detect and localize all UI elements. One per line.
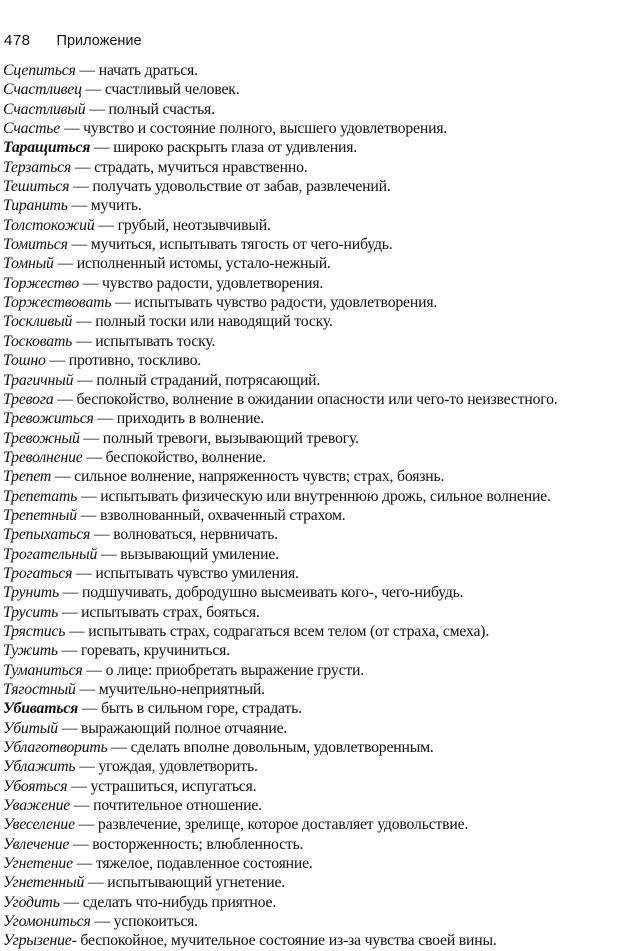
entry-term: Счастливец	[3, 81, 82, 99]
entry-definition: вызывающий умиление.	[120, 545, 279, 563]
glossary-entry	[3, 254, 617, 273]
entry-term: Томный	[3, 255, 54, 273]
entry-separator: —	[85, 100, 109, 118]
entry-separator: —	[67, 197, 91, 215]
glossary-entry	[3, 158, 617, 177]
entry-term: Угодить	[3, 893, 60, 911]
entry-definition: полный тоски или наводящий тоску.	[95, 313, 333, 331]
glossary-entry	[3, 351, 617, 370]
glossary-entry	[3, 525, 617, 544]
glossary-entry	[3, 429, 617, 448]
entry-separator: —	[69, 835, 93, 853]
entry-separator: —	[45, 352, 69, 370]
entry-definition: чувство радости, удовлетворения.	[101, 274, 324, 292]
entry-term: Трепыхаться	[3, 526, 91, 544]
entry-separator: —	[72, 855, 96, 873]
entry-term: Тревожный	[3, 429, 80, 447]
entry-separator: —	[57, 642, 81, 660]
entry-definition: выражающий полное отчаяние.	[81, 719, 288, 737]
entry-term: Счастливый	[3, 100, 86, 118]
glossary-entry	[3, 235, 617, 254]
entry-definition: чувство и состояние полного, высшего удовлетворения.	[83, 120, 448, 138]
glossary-entry	[3, 487, 617, 506]
entry-term: Тревога	[3, 390, 54, 408]
entry-definition: мучить.	[90, 197, 142, 215]
glossary-entry	[3, 293, 617, 312]
entry-definition: взволнованный, охваченный страхом.	[99, 506, 346, 524]
entry-definition: беспокойство, волнение.	[105, 448, 266, 466]
entry-definition: испытывать чувство радости, удовлетворения.	[134, 294, 438, 312]
entry-definition: о лице: приобретать выражение грусти.	[105, 661, 365, 679]
entry-definition: начать драться.	[98, 62, 198, 79]
entry-separator: —	[111, 294, 135, 312]
glossary-entry	[3, 564, 617, 583]
entry-separator: —	[67, 777, 91, 795]
entry-separator: -	[71, 932, 81, 950]
entry-separator: —	[67, 236, 91, 254]
entry-term: Угрызение	[3, 932, 72, 950]
entry-separator: —	[65, 622, 89, 640]
glossary-entry	[3, 61, 617, 80]
glossary-entry	[3, 661, 617, 680]
entry-definition: испытывать чувство умиления.	[95, 564, 299, 582]
entry-definition: сильное волнение, напряженность чувств; страх, боязнь.	[74, 468, 445, 486]
entry-term: Сцепиться	[3, 62, 76, 79]
entry-term: Тосковать	[3, 332, 73, 350]
entry-separator: —	[90, 526, 114, 544]
glossary-entry	[3, 545, 617, 564]
entry-term: Тошно	[3, 352, 46, 370]
entry-definition: беспокойство, волнение в ожидании опасности или чего-то неизвестного.	[76, 390, 558, 408]
entry-separator: —	[78, 700, 102, 718]
entry-separator: —	[70, 797, 94, 815]
entry-separator: —	[74, 816, 98, 834]
entry-separator: —	[57, 719, 82, 737]
entry-separator: —	[71, 158, 95, 176]
entry-term: Торжествовать	[3, 294, 112, 312]
entry-definition: полный страданий, потрясающий.	[96, 371, 321, 389]
entry-term: Увлечение	[3, 835, 70, 853]
entry-separator: —	[58, 584, 82, 602]
entry-term: Терзаться	[3, 158, 72, 176]
entry-definition: угождая, удовлетворить.	[98, 758, 258, 776]
entry-separator: —	[59, 893, 83, 911]
entry-term: Трусить	[3, 603, 59, 621]
glossary-entry	[3, 641, 617, 660]
glossary-entry	[3, 777, 617, 796]
entry-term: Трунить	[3, 584, 59, 602]
entry-term: Тужить	[3, 642, 58, 660]
entry-separator: —	[79, 429, 103, 447]
entry-separator: —	[72, 313, 96, 331]
entry-separator: —	[90, 139, 114, 157]
glossary-entry	[3, 873, 617, 892]
glossary-entry	[3, 448, 617, 467]
entry-definition: счастливый человек.	[104, 81, 240, 99]
glossary-entry	[3, 835, 617, 854]
entry-definition: быть в сильном горе, страдать.	[101, 700, 302, 718]
entry-separator: —	[58, 603, 82, 621]
glossary-entry	[3, 583, 617, 602]
glossary-entry	[3, 854, 617, 873]
entry-term: Томиться	[3, 236, 68, 254]
glossary-entry	[3, 719, 617, 738]
entry-term: Трепетать	[3, 487, 78, 505]
entry-term: Ублажить	[3, 758, 76, 776]
entry-term: Торжество	[3, 274, 79, 292]
glossary-entry	[3, 796, 617, 815]
entry-term: Убиваться	[3, 700, 79, 718]
entry-term: Трепет	[3, 468, 52, 486]
entry-separator: —	[51, 468, 75, 486]
entry-definition: противно, тоскливо.	[68, 352, 202, 370]
entry-term: Толстокожий	[3, 216, 95, 234]
glossary-entry	[3, 757, 617, 776]
entry-separator: —	[97, 545, 121, 563]
entry-separator: —	[72, 564, 96, 582]
entry-term: Трагичный	[3, 371, 74, 389]
entry-definition: мучительно-неприятный.	[98, 681, 265, 698]
entry-term: Убояться	[3, 777, 68, 795]
entry-separator: —	[72, 332, 96, 350]
entry-separator: —	[81, 81, 105, 99]
entry-separator: —	[107, 739, 131, 757]
glossary-entry	[3, 893, 617, 912]
entry-separator: —	[84, 874, 108, 892]
glossary-entry	[3, 274, 617, 293]
entry-definition: приходить в волнение.	[116, 410, 264, 428]
entry-separator: —	[94, 216, 118, 234]
glossary-entry	[3, 931, 617, 950]
glossary-entry	[3, 177, 617, 196]
page-header	[4, 32, 142, 52]
entry-separator: —	[90, 913, 114, 931]
glossary-entries	[3, 61, 618, 951]
glossary-entry	[3, 312, 617, 331]
entry-definition: успокоиться.	[113, 913, 198, 931]
glossary-entry	[3, 506, 617, 525]
entry-separator: —	[69, 178, 93, 196]
entry-separator: —	[82, 661, 106, 679]
entry-term: Тешиться	[3, 178, 70, 196]
entry-term: Уважение	[3, 797, 71, 815]
glossary-entry	[3, 912, 617, 931]
entry-definition: испытывать тоску.	[95, 332, 216, 350]
glossary-entry	[3, 680, 617, 699]
entry-definition: испытывать физическую или внутреннюю дрожь, сильное волнение.	[100, 487, 551, 505]
entry-definition: горевать, кручиниться.	[80, 642, 230, 660]
entry-separator: —	[75, 758, 99, 776]
entry-definition: тяжелое, подавленное состояние.	[95, 855, 313, 873]
entry-term: Тоскливый	[3, 313, 73, 331]
entry-separator: —	[53, 255, 77, 273]
entry-definition: мучиться, испытывать тягость от чего-нибудь.	[90, 236, 393, 254]
entry-separator: —	[75, 62, 99, 79]
running-title: Приложение	[56, 33, 142, 49]
entry-term: Тягостный	[3, 681, 76, 698]
entry-term: Ублаготворить	[3, 739, 108, 757]
glossary-entry	[3, 196, 617, 215]
glossary-entry	[3, 390, 617, 409]
entry-term: Тревожиться	[3, 410, 94, 428]
entry-separator: —	[82, 448, 106, 466]
entry-term: Трястись	[3, 622, 66, 640]
entry-definition: подшучивать, добродушно высмеивать кого-, чего-нибудь.	[81, 584, 464, 602]
entry-definition: беспокойное, мучительное состояние из-за чувства своей вины.	[80, 932, 497, 950]
glossary-entry	[3, 699, 617, 718]
glossary-entry	[3, 467, 617, 486]
entry-separator: —	[93, 410, 117, 428]
glossary-entry	[3, 622, 617, 641]
glossary-entry	[3, 603, 617, 622]
entry-definition: испытывать страх, содрагаться всем телом (от страха, смеха).	[88, 622, 490, 640]
entry-definition: устрашиться, испугаться.	[90, 777, 257, 795]
entry-term: Туманиться	[3, 661, 83, 679]
entry-definition: грубый, неотзывчивый.	[117, 216, 271, 234]
glossary-entry	[3, 138, 617, 157]
entry-definition: получать удовольствие от забав, развлечений.	[92, 178, 391, 196]
glossary-entry	[3, 738, 617, 757]
glossary-entry	[3, 216, 617, 235]
entry-separator: —	[76, 506, 100, 524]
entry-term: Угнетение	[3, 855, 73, 873]
entry-term: Угомониться	[3, 913, 91, 931]
glossary-entry	[3, 80, 617, 99]
entry-term: Таращиться	[3, 139, 91, 157]
entry-separator: —	[60, 120, 84, 138]
page-number: 478	[4, 32, 31, 49]
entry-definition: широко раскрыть глаза от удивления.	[113, 139, 358, 157]
glossary-entry	[3, 371, 617, 390]
entry-separator: —	[73, 371, 97, 389]
entry-term: Трогаться	[3, 564, 73, 582]
entry-separator: —	[75, 681, 99, 698]
entry-definition: полный счастья.	[108, 100, 215, 118]
entry-definition: волноваться, нервничать.	[113, 526, 278, 544]
entry-term: Треволнение	[3, 448, 83, 466]
entry-definition: страдать, мучиться нравственно.	[94, 158, 308, 176]
entry-definition: исполненный истомы, устало-нежный.	[76, 255, 331, 273]
entry-definition: развлечение, зрелище, которое доставляет удовольствие.	[97, 816, 469, 834]
glossary-entry	[3, 119, 617, 138]
glossary-entry	[3, 409, 617, 428]
entry-term: Угнетенный	[3, 874, 85, 892]
entry-term: Трепетный	[3, 506, 77, 524]
entry-term: Увеселение	[3, 816, 75, 834]
entry-definition: сделать вполне довольным, удовлетворенным.	[130, 739, 434, 757]
entry-definition: восторженность; влюбленность.	[92, 835, 304, 853]
glossary-entry	[3, 332, 617, 351]
entry-term: Счастье	[3, 120, 61, 138]
entry-definition: испытывать страх, бояться.	[81, 603, 260, 621]
entry-separator: —	[78, 274, 102, 292]
entry-definition: почтительное отношение.	[93, 797, 262, 815]
glossary-entry	[3, 100, 617, 119]
entry-separator: —	[77, 487, 101, 505]
entry-term: Убитый	[3, 719, 58, 737]
entry-term: Тиранить	[3, 197, 68, 215]
glossary-entry	[3, 815, 617, 834]
entry-term: Трогательный	[3, 545, 98, 563]
entry-definition: полный тревоги, вызывающий тревогу.	[102, 429, 359, 447]
entry-separator: —	[53, 390, 77, 408]
entry-definition: испытывающий угнетение.	[107, 874, 286, 892]
entry-definition: сделать что-нибудь приятное.	[82, 893, 277, 911]
